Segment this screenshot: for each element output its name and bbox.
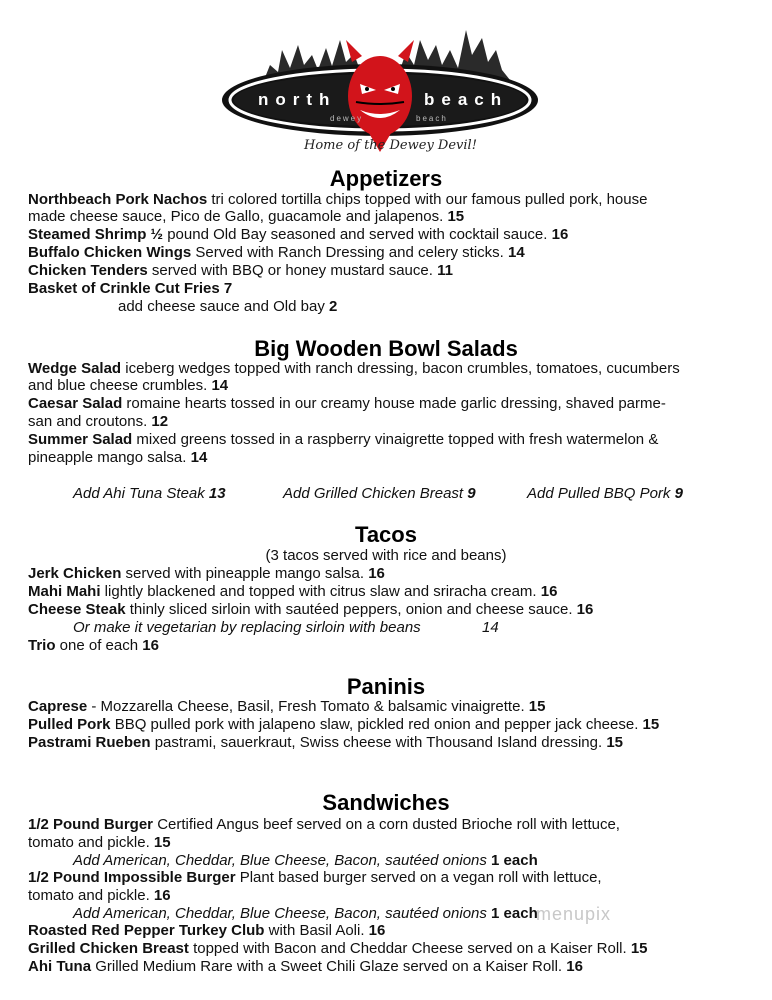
menu-item: Wedge Salad iceberg wedges topped with ranch dressing, bacon crumbles, tomatoes, cucumbers xyxy=(28,360,680,377)
menu-item: Chicken Tenders served with BBQ or honey mustard sauce. 11 xyxy=(28,262,453,279)
menu-item-cont: tomato and pickle. 15 xyxy=(28,834,171,851)
menu-item: Steamed Shrimp ½ pound Old Bay seasoned and served with cocktail sauce. 16 xyxy=(28,226,569,243)
impossible-addon: Add American, Cheddar, Blue Cheese, Bacon, sautéed onions 1 each xyxy=(73,905,538,922)
sandwiches-heading: Sandwiches xyxy=(322,790,450,815)
menu-item: Summer Salad mixed greens tossed in a raspberry vinaigrette topped with fresh watermelon & xyxy=(28,431,659,448)
vegetarian-option: Or make it vegetarian by replacing sirloin with beans xyxy=(73,619,421,636)
menu-item: Caesar Salad romaine hearts tossed in our creamy house made garlic dressing, shaved parme- xyxy=(28,395,666,412)
tacos-heading: Tacos xyxy=(355,522,417,547)
logo-word-left: north xyxy=(258,90,337,109)
menu-item: Roasted Red Pepper Turkey Club with Basil Aoli. 16 xyxy=(28,922,386,939)
salad-addon: Add Grilled Chicken Breast 9 xyxy=(283,485,476,502)
menu-item-cont: san and croutons. 12 xyxy=(28,413,169,430)
salads-heading: Big Wooden Bowl Salads xyxy=(254,336,518,361)
logo-small-right: beach xyxy=(416,114,448,123)
menu-item: Cheese Steak thinly sliced sirloin with sautéed peppers, onion and cheese sauce. 16 xyxy=(28,601,594,618)
watermark: menupix xyxy=(536,904,612,924)
salad-addon: Add Pulled BBQ Pork 9 xyxy=(527,485,683,502)
menu-item-cont: and blue cheese crumbles. 14 xyxy=(28,377,229,394)
menu-item: Caprese - Mozzarella Cheese, Basil, Fresh Tomato & balsamic vinaigrette. 15 xyxy=(28,698,546,715)
restaurant-logo xyxy=(220,10,540,160)
menu-item: Trio one of each 16 xyxy=(28,637,159,654)
logo-word-right: beach xyxy=(424,90,509,109)
appetizers-heading: Appetizers xyxy=(329,166,443,191)
menu-item: Grilled Chicken Breast topped with Bacon and Cheddar Cheese served on a Kaiser Roll. 15 xyxy=(28,940,648,957)
menu-item-cont: tomato and pickle. 16 xyxy=(28,887,171,904)
paninis-heading: Paninis xyxy=(346,674,426,699)
tacos-subtitle: (3 tacos served with rice and beans) xyxy=(265,547,507,564)
burger-addon: Add American, Cheddar, Blue Cheese, Bacon, sautéed onions 1 each xyxy=(73,852,538,869)
menu-item-cont: pineapple mango salsa. 14 xyxy=(28,449,208,466)
salad-addon: Add Ahi Tuna Steak 13 xyxy=(73,485,226,502)
menu-item: Northbeach Pork Nachos tri colored tortilla chips topped with our famous pulled pork, house xyxy=(28,191,648,208)
logo-tagline: Home of the Dewey Devil! xyxy=(304,138,477,153)
menu-item: Basket of Crinkle Cut Fries 7 xyxy=(28,280,233,297)
menu-item: Mahi Mahi lightly blackened and topped with citrus slaw and sriracha cream. 16 xyxy=(28,583,558,600)
menu-item: Ahi Tuna Grilled Medium Rare with a Sweet Chili Glaze served on a Kaiser Roll. 16 xyxy=(28,958,583,975)
menu-item: Buffalo Chicken Wings Served with Ranch Dressing and celery sticks. 14 xyxy=(28,244,525,261)
vegetarian-price: 14 xyxy=(482,619,499,636)
menu-item: Pastrami Rueben pastrami, sauerkraut, Swiss cheese with Thousand Island dressing. 15 xyxy=(28,734,624,751)
menu-item: 1/2 Pound Burger Certified Angus beef served on a corn dusted Brioche roll with lettuce, xyxy=(28,816,620,833)
menu-addon: add cheese sauce and Old bay 2 xyxy=(118,298,338,315)
logo-small-left: dewey xyxy=(330,114,364,123)
menu-item: Jerk Chicken served with pineapple mango salsa. 16 xyxy=(28,565,385,582)
menu-item-cont: made cheese sauce, Pico de Gallo, guacamole and jalapenos. 15 xyxy=(28,208,465,225)
menu-item: Pulled Pork BBQ pulled pork with jalapeno slaw, pickled red onion and pepper jack cheese. 15 xyxy=(28,716,660,733)
menu-item: 1/2 Pound Impossible Burger Plant based burger served on a vegan roll with lettuce, xyxy=(28,869,602,886)
